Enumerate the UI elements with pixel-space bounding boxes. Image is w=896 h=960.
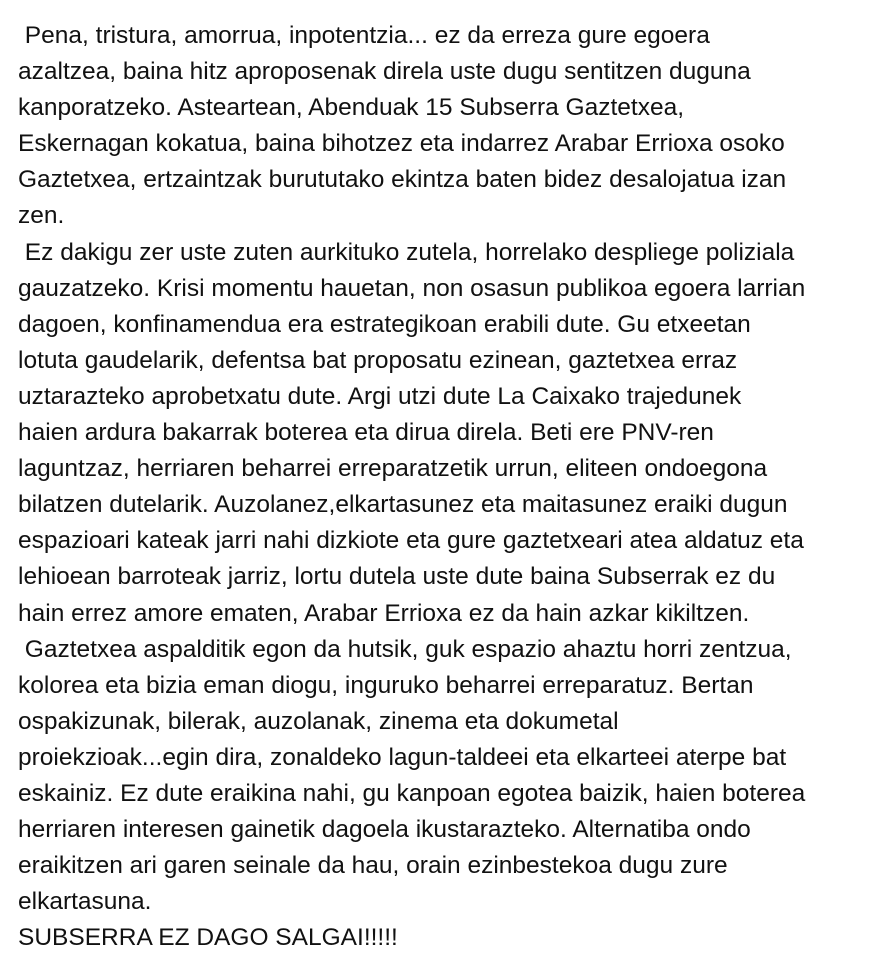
text-line: ospakizunak, bilerak, auzolanak, zinema eta dokumetal [18, 707, 619, 735]
text-line: Pena, tristura, amorrua, inpotentzia... ez da erreza gure egoera [18, 22, 710, 49]
text-line: kolorea eta bizia eman diogu, inguruko beharrei erreparatuz. Bertan [18, 671, 754, 699]
text-line: bilatzen dutelarik. Auzolanez,elkartasunez eta maitasunez eraiki dugun [18, 491, 788, 519]
text-line: haien ardura bakarrak boterea eta dirua direla. Beti ere PNV-ren [18, 419, 714, 447]
text-line: lehioean barroteak jarriz, lortu dutela uste dute baina Subserrak ez du [18, 563, 776, 591]
text-line: Gaztetxea, ertzaintzak burututako ekintza baten bidez desalojatua izan [18, 166, 787, 194]
text-line: Gaztetxea aspalditik egon da hutsik, guk espazio ahaztu horri zentzua, [18, 635, 792, 663]
text-line: laguntzaz, herriaren beharrei erreparatzetik urrun, eliteen ondoegona [18, 455, 768, 483]
text-line: eskainiz. Ez dute eraikina nahi, gu kanpoan egotea baizik, haien boterea [18, 779, 806, 807]
document-body [18, 18, 882, 956]
text-line: kanporatzeko. Asteartean, Abenduak 15 Subserra Gaztetxea, [18, 94, 685, 122]
text-line: hain errez amore ematen, Arabar Errioxa ez da hain azkar kikiltzen. [18, 599, 750, 627]
text-line: herriaren interesen gainetik dagoela ikustarazteko. Alternatiba ondo [18, 816, 751, 844]
text-line: SUBSERRA EZ DAGO SALGAI!!!!! [18, 924, 398, 952]
text-line: proiekzioak...egin dira, zonaldeko lagun-taldeei eta elkarteei aterpe bat [18, 743, 787, 771]
text-line: espazioari kateak jarri nahi dizkiote eta gure gaztetxeari atea aldatuz eta [18, 527, 804, 555]
text-line: zen. [18, 202, 65, 230]
text-line: elkartasuna. [18, 888, 152, 916]
text-line: azaltzea, baina hitz aproposenak direla uste dugu sentitzen duguna [18, 58, 751, 86]
text-line: Ez dakigu zer uste zuten aurkituko zutela, horrelako despliege poliziala [18, 238, 795, 266]
text-line: gauzatzeko. Krisi momentu hauetan, non osasun publikoa egoera larrian [18, 274, 806, 302]
text-line: uztarazteko aprobetxatu dute. Argi utzi dute La Caixako trajedunek [18, 382, 742, 410]
text-line: lotuta gaudelarik, defentsa bat proposatu ezinean, gaztetxea erraz [18, 346, 738, 374]
text-line: Eskernagan kokatua, baina bihotzez eta indarrez Arabar Errioxa osoko [18, 130, 785, 158]
text-line: dagoen, konfinamendua era estrategikoan erabili dute. Gu etxeetan [18, 310, 751, 338]
text-line: eraikitzen ari garen seinale da hau, orain ezinbestekoa dugu zure [18, 852, 728, 880]
